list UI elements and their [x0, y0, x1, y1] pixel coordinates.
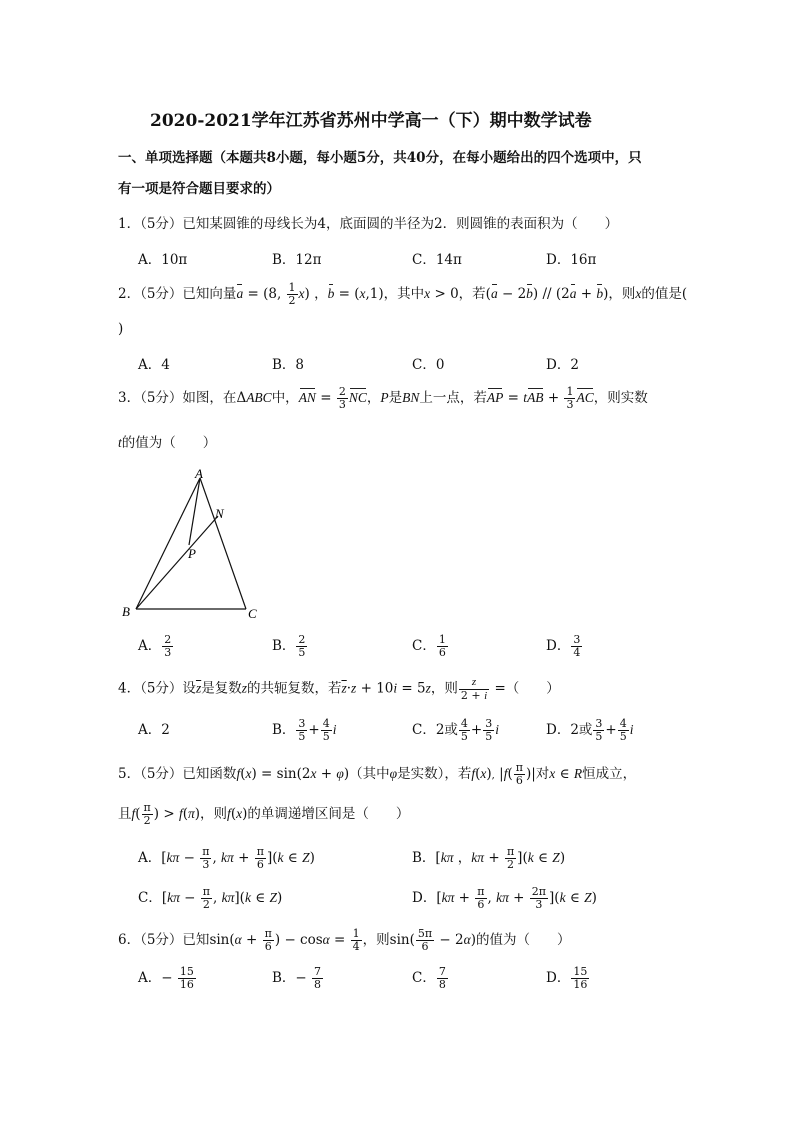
q2-stem-continued: )	[118, 321, 124, 337]
q6-option-a: A．− $\frac{15}{16}$	[138, 965, 194, 991]
q4-option-b: B． $\frac{3}{5}$ + $\frac{4}{5}$ i	[272, 717, 337, 743]
q2-option-a: A．4	[138, 357, 170, 373]
label-n: N	[215, 506, 224, 521]
q2-stem-part: 2．（5分）已知向量	[118, 286, 237, 302]
q3-option-d: D． $\frac{3}{4}$	[546, 633, 581, 659]
segment-bn	[136, 516, 218, 609]
label-b: B	[122, 604, 130, 619]
q5-option-a: A．[kπ − $\frac{\pi}{3}$ , kπ + $\frac{\pi}{6}$ ](k ∈ Z)	[138, 845, 315, 871]
q4-option-a: A．2	[138, 722, 170, 738]
q5-option-d: D．[kπ + $\frac{\pi}{6}$ , kπ + $\frac{2\pi}{3}$ ](k ∈ Z)	[412, 885, 597, 911]
q2-stem-part: ，其中	[383, 286, 425, 302]
q6-option-d: D． $\frac{15}{16}$	[546, 965, 588, 991]
q2-option-d: D．2	[546, 357, 579, 373]
q2-stem-part: 的值是(	[641, 286, 688, 302]
label-p: P	[188, 546, 196, 561]
label-a: A	[195, 466, 203, 481]
page-title: 2020-2021学年江苏省苏州中学高一（下）期中数学试卷	[150, 111, 592, 131]
side-ab	[136, 478, 200, 609]
q2-option-b: B．8	[272, 357, 305, 373]
section-heading-line2: 有一项是符合题目要求的）	[118, 181, 280, 197]
section-heading-line1: 一、单项选择题（本题共8小题，每小题5分，共40分，在每小题给出的四个选项中，只	[118, 150, 642, 166]
q2-option-c: C．0	[412, 357, 445, 373]
q3-stem-continued: t的值为（ ）	[118, 435, 217, 451]
q3-option-b: B． $\frac{2}{5}$	[272, 633, 306, 659]
q3-option-c: C． $\frac{1}{6}$	[412, 633, 446, 659]
q6-option-b: B．− $\frac{7}{8}$	[272, 965, 322, 991]
q1-option-a: A．10π	[138, 252, 188, 268]
q4-option-c: C．2或 $\frac{4}{5}$ + $\frac{3}{5}$ i	[412, 717, 499, 743]
q2-stem-part: ，则	[608, 286, 636, 302]
question-5-stem: 5．（5分）已知函数f(x) = sin(2x + φ)（其中φ是实数），若f(x), |f( $\frac{\pi}{6}$ )|对x ∈ R恒成立，	[118, 761, 637, 787]
q5-option-c: C．[kπ − $\frac{\pi}{2}$ , kπ](k ∈ Z)	[138, 885, 283, 911]
triangle-figure	[116, 466, 266, 621]
question-4-stem: 4．（5分）设$\overline{z}$是复数z的共轭复数，若$\overline{z}\cdot z + 10i = 5z$，则 $\frac{z}{2 + i}$ =（ ）	[118, 676, 560, 702]
q3-option-a: A． $\frac{2}{3}$	[138, 633, 172, 659]
question-6-stem: 6．（5分）已知sin(α + $\frac{\pi}{6}$ ) − cosα = $\frac{1}{4}$ ，则sin( $\frac{5\pi}{6}$ − 2α)的值为（ ）	[118, 927, 571, 953]
q4-option-d: D．2或 $\frac{3}{5}$ + $\frac{4}{5}$ i	[546, 717, 634, 743]
label-c: C	[248, 606, 257, 621]
q1-option-c: C．14π	[412, 252, 462, 268]
q5-stem-continued: 且f( $\frac{\pi}{2}$ ) > f(π)，则f(x)的单调递增区间是（ ）	[118, 801, 410, 827]
q6-option-c: C． $\frac{7}{8}$	[412, 965, 446, 991]
q1-option-d: D．16π	[546, 252, 597, 268]
question-3-stem: 3．（5分）如图，在ΔABC中，AN = $\frac{2}{3}$ NC，P是BN上一点，若AP = tAB + $\frac{1}{3}$ AC，则实数	[118, 385, 648, 411]
side-ac	[200, 478, 246, 609]
q5-option-b: B．[kπ ，kπ + $\frac{\pi}{2}$ ](k ∈ Z)	[412, 845, 566, 871]
q1-option-b: B．12π	[272, 252, 322, 268]
question-2-stem: 2．（5分）已知向量a = (8, $\frac{1}{2}$ x) ，b = (x,1)，其中x > 0，若(a − 2b) // (2a + b)，则x的值是(	[118, 281, 688, 307]
question-1-stem: 1．（5分）已知某圆锥的母线长为4，底面圆的半径为2．则圆锥的表面积为（ ）	[118, 216, 619, 232]
q2-stem-part: ，若	[458, 286, 486, 302]
